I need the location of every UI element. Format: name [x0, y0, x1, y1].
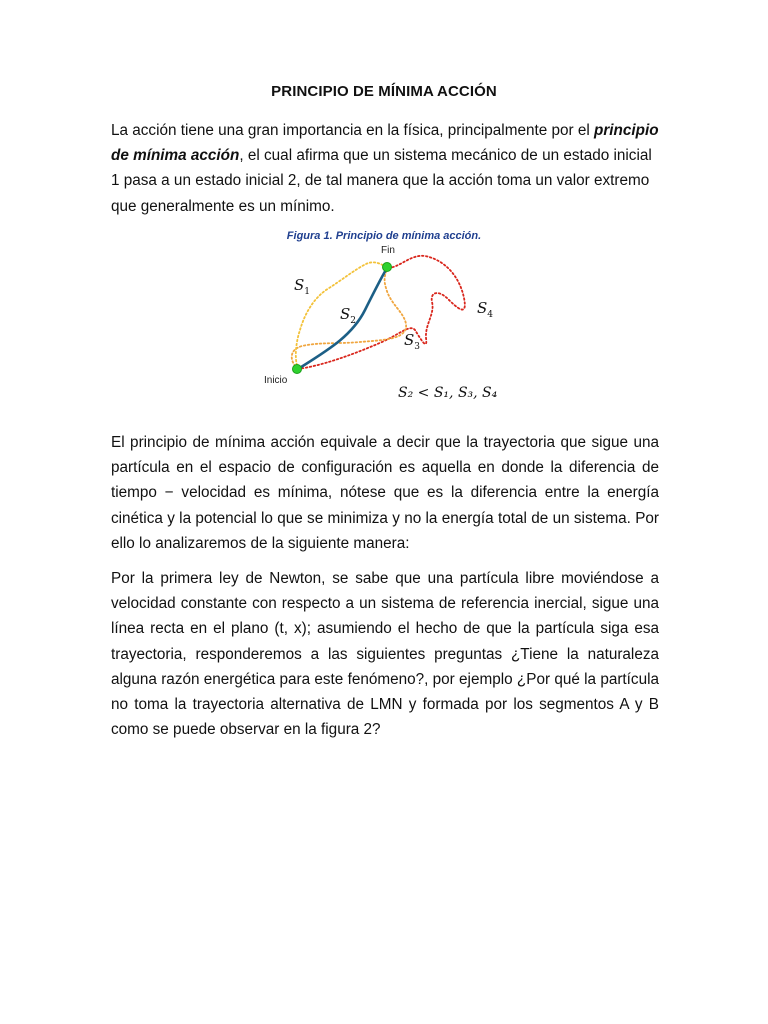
paragraph-newton: Por la primera ley de Newton, se sabe que una partícula libre moviéndose a velocidad constante con respecto a un sistema de referencia inercial, sigue una línea recta en el plano (t, x); asumiendo el hecho de que la partícula siga esa trayectoria, responderemos a las siguientes preguntas ¿Tiene la naturaleza alguna razón energética para este fenómeno?, por ejemplo ¿Por qué la partícula no toma la trayectoria alternativa de LMN y formada por los segmentos A y B como se puede observar en la figura 2? — [111, 570, 659, 739]
paragraph-explanation: El principio de mínima acción equivale a decir que la trayectoria que sigue una partícula en el espacio de configuración es aquella en donde la diferencia de tiempo − velocidad es mínima, nótese que es la diferencia entre la energía cinética y la potencial lo que se minimiza y no la energía total de un sistema. Por ello lo analizaremos de la siguiente manera: — [111, 434, 659, 552]
label-start: Inicio — [264, 375, 288, 386]
paragraph-intro-text-1: La acción tiene una gran importancia en la física, principalmente por el — [111, 122, 594, 139]
inequality-label: S₂ < S₁, S₃, S₄ — [398, 385, 498, 401]
emphasis-principle: principio de mínima acción — [111, 122, 659, 165]
figure-least-action — [250, 238, 520, 408]
label-s1: $S_1$ — [294, 276, 311, 297]
label-end: Fin — [381, 245, 395, 256]
page-title: PRINCIPIO DE MÍNIMA ACCIÓN — [271, 83, 497, 100]
figure-caption: Figura 1. Principio de mínima acción. — [286, 230, 482, 242]
start-point — [293, 365, 302, 374]
paragraph-intro-text-2: , el cual afirma que un sistema mecánico de un estado inicial 1 pasa a un estado inicial 2, de tal manera que la acción toma un valor extremo que generalmente es un mínimo. — [111, 147, 652, 215]
label-s2: $S_2$ — [340, 305, 357, 326]
end-point — [383, 263, 392, 272]
label-s4: $S_4$ — [477, 299, 494, 320]
label-s3: $S_3$ — [404, 331, 421, 352]
paragraph-intro — [111, 118, 659, 219]
